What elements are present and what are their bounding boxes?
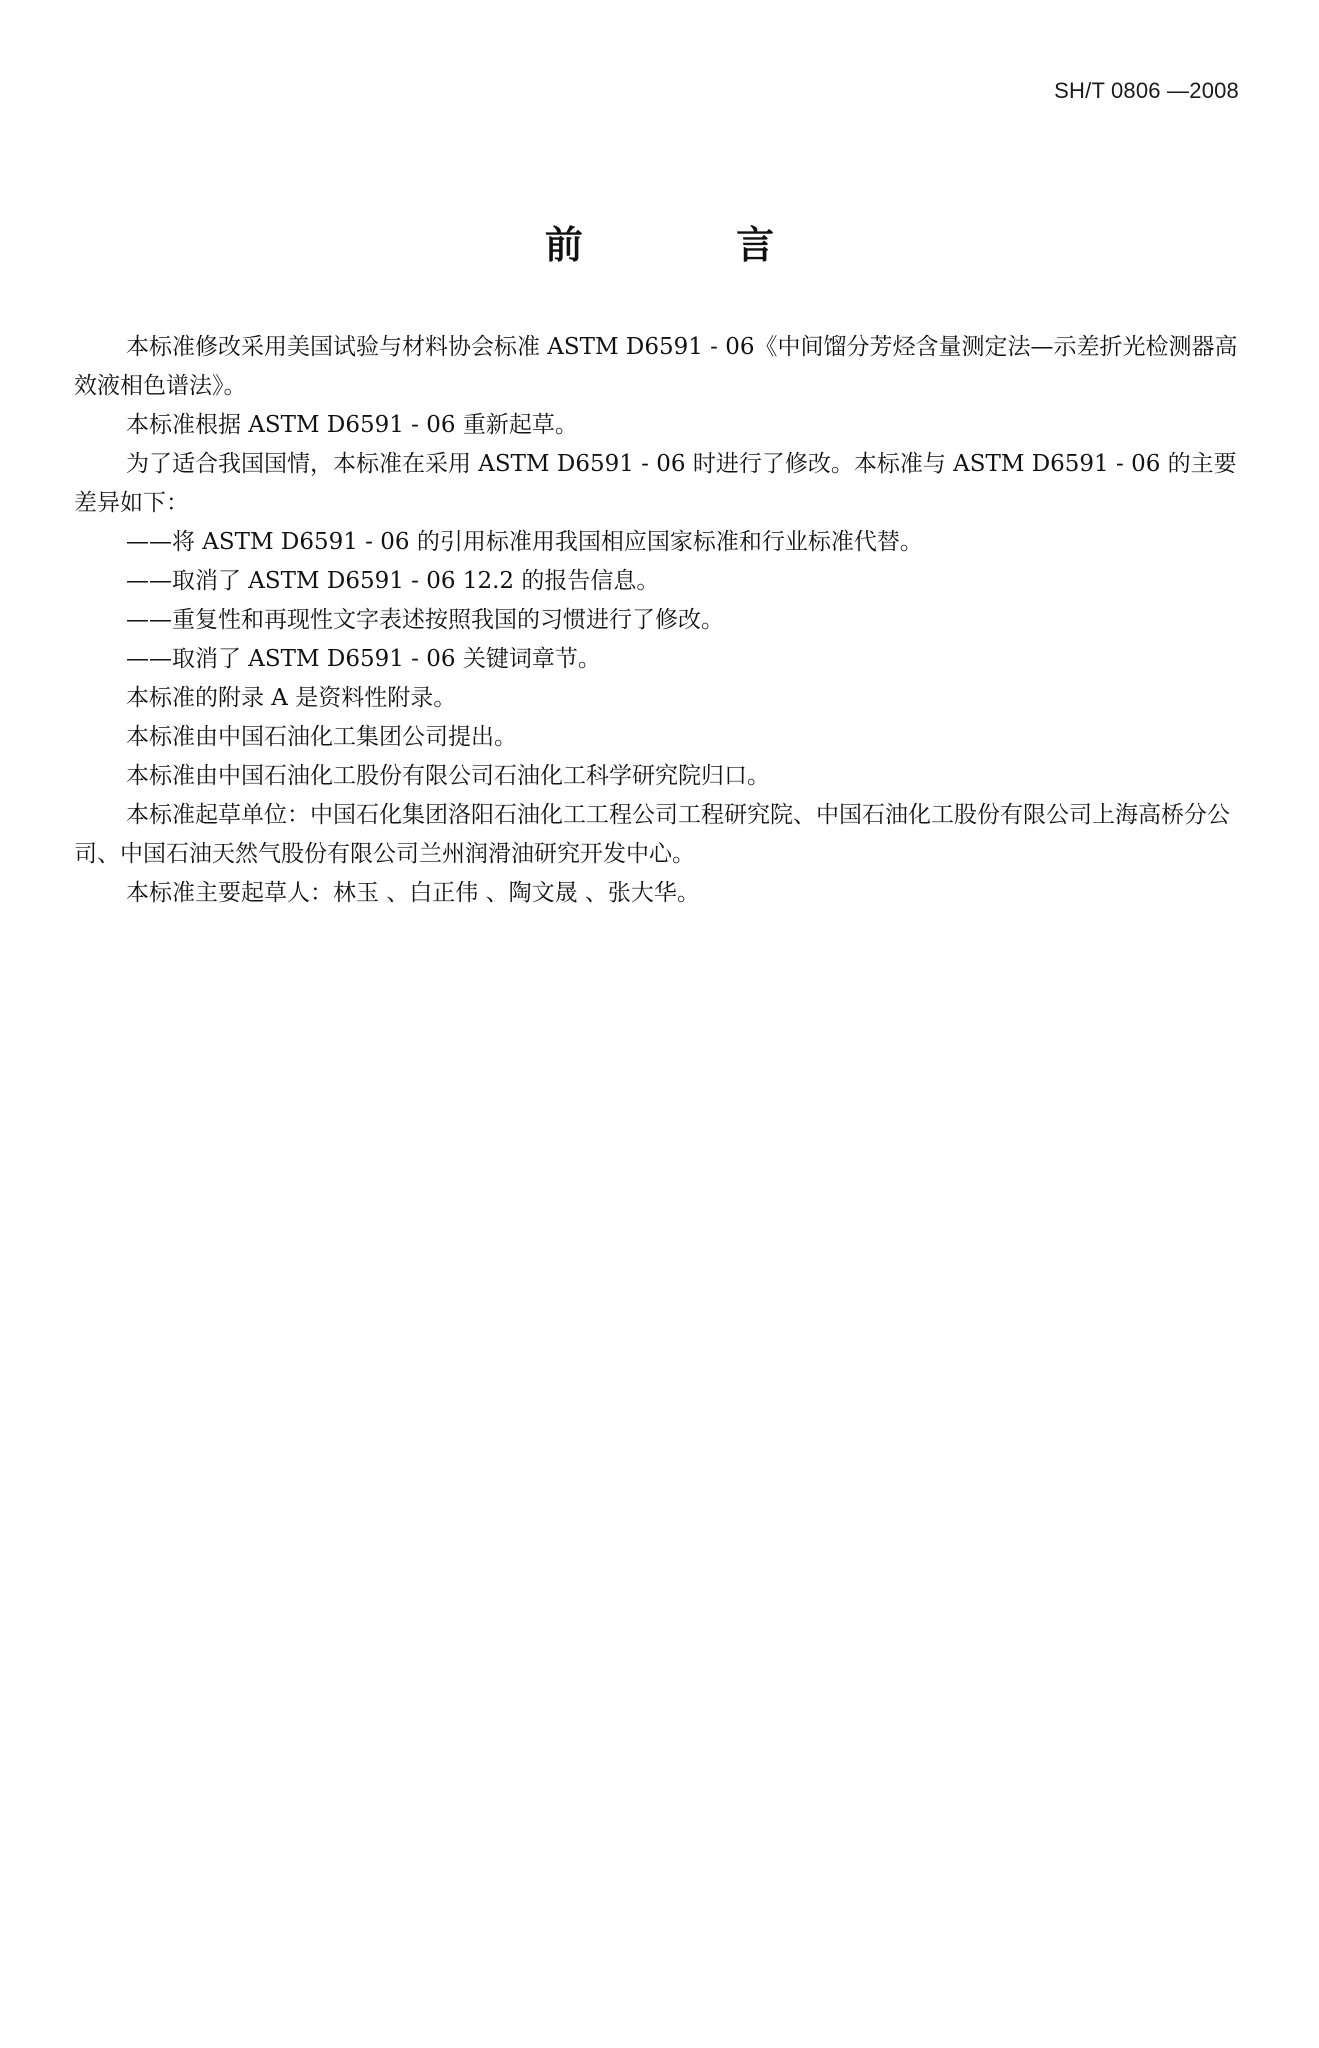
page-title: 前 言	[544, 223, 845, 267]
standard-code: SH/T 0806 —2008	[1054, 78, 1239, 103]
paragraph-modifications: 为了适合我国国情，本标准在采用 ASTM D6591 - 06 时进行了修改。本标准与 ASTM D6591 - 06 的主要差异如下：	[74, 451, 1237, 516]
paragraph-appendix: 本标准的附录 A 是资料性附录。	[126, 685, 457, 711]
list-item-difference: ——将 ASTM D6591 - 06 的引用标准用我国相应国家标准和行业标准代替。	[126, 529, 923, 555]
list-item-difference: ——取消了 ASTM D6591 - 06 12.2 的报告信息。	[126, 568, 660, 594]
list-item-difference: ——重复性和再现性文字表述按照我国的习惯进行了修改。	[126, 607, 724, 633]
preface-body	[74, 328, 1244, 913]
paragraph-adoption: 本标准修改采用美国试验与材料协会标准 ASTM D6591 - 06《中间馏分芳烃含量测定法—示差折光检测器高效液相色谱法》。	[74, 334, 1238, 399]
paragraph-redrafted: 本标准根据 ASTM D6591 - 06 重新起草。	[126, 412, 578, 438]
paragraph-administrator: 本标准由中国石油化工股份有限公司石油化工科学研究院归口。	[126, 763, 770, 789]
list-item-difference: ——取消了 ASTM D6591 - 06 关键词章节。	[126, 646, 601, 672]
paragraph-drafting-units: 本标准起草单位：中国石化集团洛阳石油化工工程公司工程研究院、中国石油化工股份有限公司上海高桥分公司、中国石油天然气股份有限公司兰州润滑油研究开发中心。	[74, 802, 1230, 867]
paragraph-proposer: 本标准由中国石油化工集团公司提出。	[126, 724, 517, 750]
paragraph-drafters: 本标准主要起草人：林玉 、白正伟 、陶文晟 、张大华。	[126, 880, 700, 906]
